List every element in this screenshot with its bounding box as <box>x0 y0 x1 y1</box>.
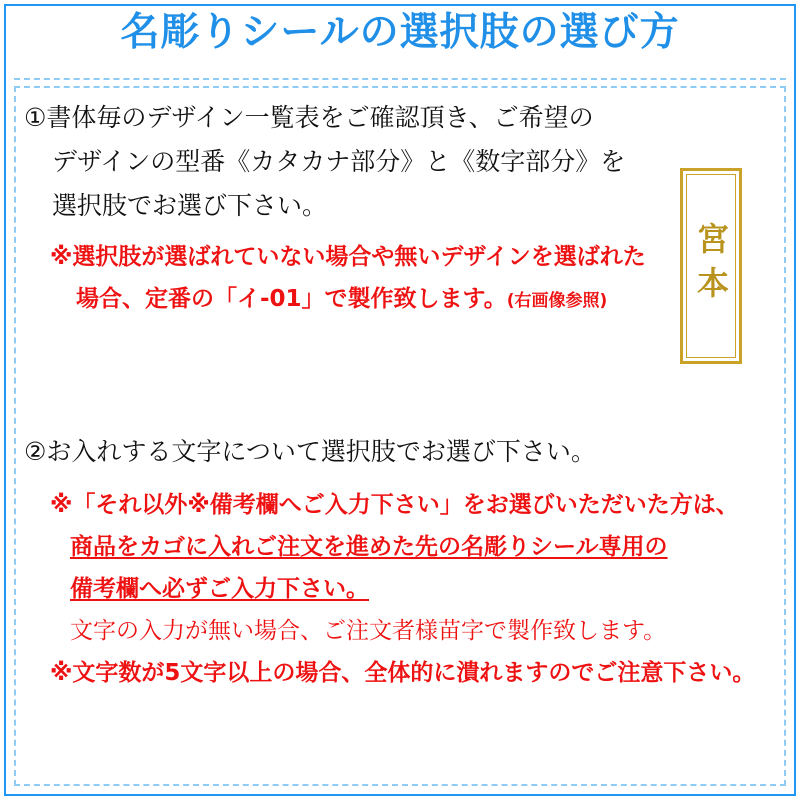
page-title-container <box>0 10 800 57</box>
section-2 <box>24 430 755 694</box>
section-2-note-5-text: ※文字数が5文字以上の場合、全体的に潰れますのでご注意下さい。 <box>50 660 756 686</box>
section-1-line-3: 選択肢でお選び下さい。 <box>52 191 328 220</box>
section-1-note-1 <box>24 236 646 278</box>
section-2-note-4-text: 文字の入力が無い場合、ご注文者様苗字で製作致します。 <box>70 618 667 644</box>
section-1-note-2 <box>24 278 646 322</box>
section-2-note-3-text: 備考欄へ必ずご入力下さい。 <box>70 576 369 602</box>
page-title: 名彫りシールの選択肢の選び方 <box>120 10 680 55</box>
section-2-note-1 <box>24 484 755 526</box>
section-2-note-3 <box>24 568 755 610</box>
section-1-note-2-suffix: (右画像参照) <box>506 291 608 311</box>
content-area <box>24 96 776 776</box>
section-2-note-2-text: 商品をカゴに入れご注文を進めた先の名彫りシール専用の <box>70 534 668 560</box>
section-1-line-2: デザインの型番《カタカナ部分》と《数字部分》を <box>52 147 626 176</box>
name-seal-inner-frame <box>686 174 736 358</box>
section-2-note-5 <box>24 652 755 694</box>
section-1-note-2-text: 場合、定番の「イ-01」で製作致します。 <box>76 286 507 312</box>
name-seal-sample <box>680 168 742 364</box>
section-1-line-1: ①書体毎のデザイン一覧表をご確認頂き、ご希望の <box>24 103 594 132</box>
name-seal-text: 宮本 <box>692 222 730 310</box>
section-2-note-4 <box>24 610 755 652</box>
section-2-line-1: ②お入れする文字について選択肢でお選び下さい。 <box>24 437 596 466</box>
section-1 <box>24 96 646 322</box>
section-1-note-1-text: ※選択肢が選ばれていない場合や無いデザインを選ばれた <box>50 244 646 270</box>
title-divider <box>14 78 786 80</box>
section-2-note-1-text: ※「それ以外※備考欄へご入力下さい」をお選びいただいた方は、 <box>50 492 739 518</box>
section-2-note-2 <box>24 526 755 568</box>
